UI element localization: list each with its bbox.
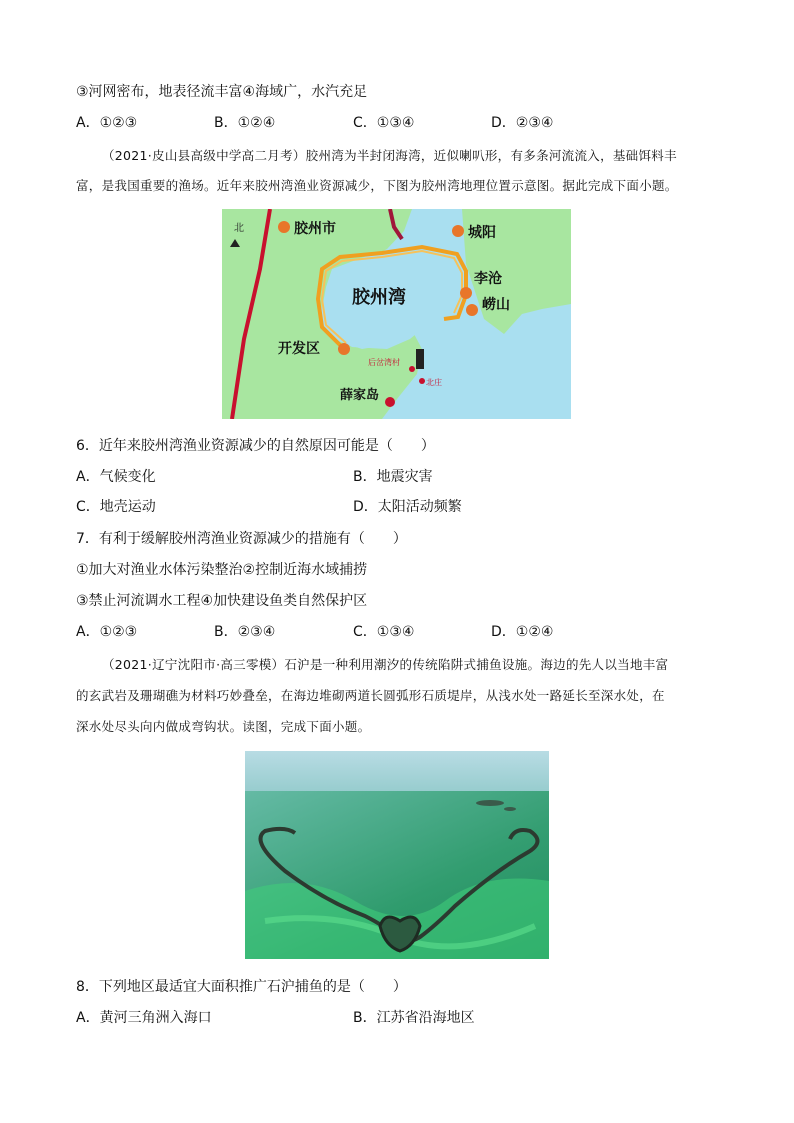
q5-option-b: B．①②④ xyxy=(214,115,276,131)
passage-2-line-2: 的玄武岩及珊瑚礁为材料巧妙叠垒，在海边堆砌两道长圆弧形石质堤岸，从浅水处一路延长至深水处，在 xyxy=(76,688,665,703)
marker-kaifaqu xyxy=(338,343,350,355)
stone-weir-photo xyxy=(245,751,549,959)
label-jiaozhou-city: 胶州市 xyxy=(294,221,336,237)
q5-option-c: C．①③④ xyxy=(353,115,415,131)
question-6: 6．近年来胶州湾渔业资源减少的自然原因可能是（ ） xyxy=(76,438,435,454)
q6-option-b: B．地震灾害 xyxy=(353,469,433,485)
q7-statements-1: ①加大对渔业水体污染整治②控制近海水域捕捞 xyxy=(76,562,368,578)
marker-village xyxy=(409,366,415,372)
passage-2-line-1: （2021·辽宁沈阳市·高三零模）石沪是一种利用潮汐的传统陷阱式捕鱼设施。海边的先人以当地丰富 xyxy=(102,657,669,672)
q8-option-a: A．黄河三角洲入海口 xyxy=(76,1010,212,1026)
label-chengyang: 城阳 xyxy=(468,225,496,241)
q5-option-d: D．②③④ xyxy=(491,115,554,131)
label-xuejiadao: 薛家岛 xyxy=(340,388,380,403)
label-village: 后岔湾村 xyxy=(368,358,400,367)
distant-island xyxy=(476,800,504,806)
q5-option-a: A．①②③ xyxy=(76,115,138,131)
label-laoshan: 崂山 xyxy=(482,297,510,313)
marker-licang xyxy=(460,287,472,299)
passage-1-line-2: 富，是我国重要的渔场。近年来胶州湾渔业资源减少，下图为胶州湾地理位置示意图。据此完成下面小题。 xyxy=(76,178,678,193)
q7-option-d: D．①②④ xyxy=(491,624,554,640)
marker-chengyang xyxy=(452,225,464,237)
label-beizhuang: 北庄 xyxy=(426,378,442,387)
question-8: 8．下列地区最适宜大面积推广石沪捕鱼的是（ ） xyxy=(76,979,407,995)
passage-2-line-3: 深水处尽头向内做成弯钩状。读图，完成下面小题。 xyxy=(76,719,371,734)
q6-option-d: D．太阳活动频繁 xyxy=(353,499,462,515)
passage-1-line-1: （2021·皮山县高级中学高二月考）胶州湾为半封闭海湾，近似喇叭形，有多条河流流入，基础饵料丰 xyxy=(102,148,677,163)
q7-option-a: A．①②③ xyxy=(76,624,138,640)
q8-option-b: B．江苏省沿海地区 xyxy=(353,1010,475,1026)
q7-option-c: C．①③④ xyxy=(353,624,415,640)
option-line-3-4: ③河网密布，地表径流丰富④海域广，水汽充足 xyxy=(76,84,368,100)
q6-option-c: C．地壳运动 xyxy=(76,499,156,515)
label-licang: 李沧 xyxy=(474,271,502,287)
q7-option-b: B．②③④ xyxy=(214,624,276,640)
marker-xuejiadao xyxy=(385,397,395,407)
label-kaifaqu: 开发区 xyxy=(278,341,320,357)
marker-jiaozhou-city xyxy=(278,221,290,233)
jiaozhou-bay-map xyxy=(222,209,571,419)
tunnel-marker xyxy=(416,349,424,369)
q7-statements-2: ③禁止河流调水工程④加快建设鱼类自然保护区 xyxy=(76,593,368,609)
q6-option-a: A．气候变化 xyxy=(76,469,156,485)
question-7: 7．有利于缓解胶州湾渔业资源减少的措施有（ ） xyxy=(76,531,407,547)
marker-beizhuang xyxy=(419,378,425,384)
svg-text:北: 北 xyxy=(234,223,244,234)
marker-laoshan xyxy=(466,304,478,316)
label-bay: 胶州湾 xyxy=(352,287,406,308)
